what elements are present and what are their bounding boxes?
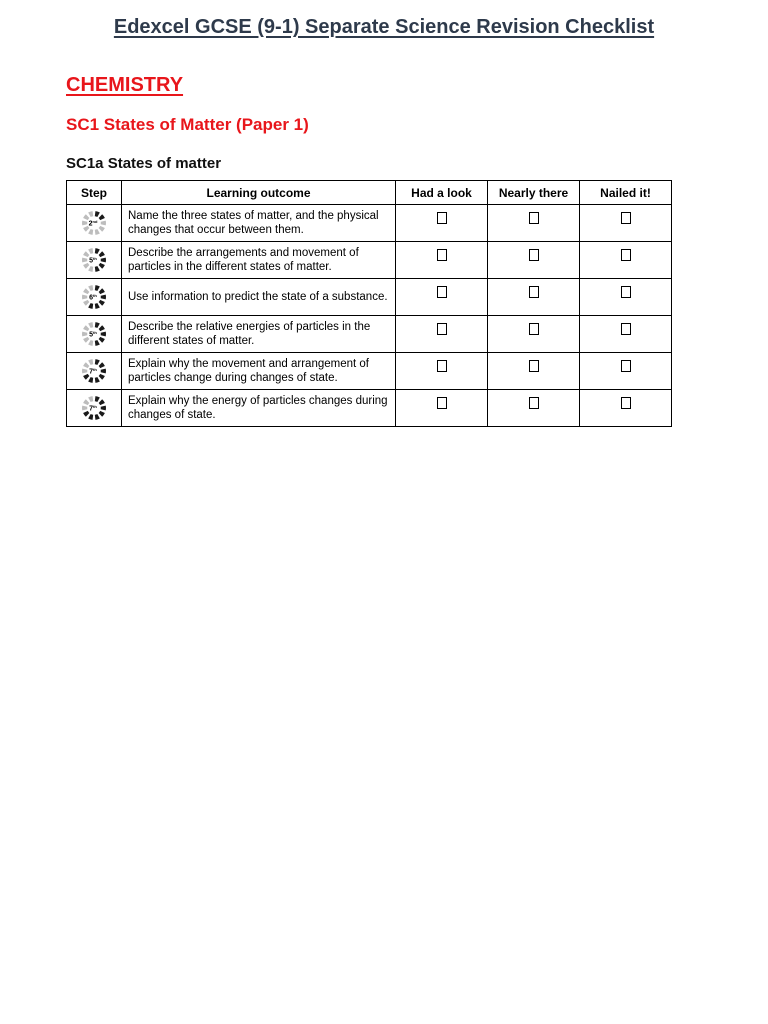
nearly-there-checkbox[interactable] (529, 249, 539, 261)
subject-heading: CHEMISTRY (66, 74, 184, 96)
nailed-it-cell (580, 205, 672, 242)
had-a-look-checkbox[interactable] (437, 360, 447, 372)
learning-outcome-text: Explain why the movement and arrangement of particles change during changes of state. (122, 353, 396, 390)
nearly-there-cell (488, 279, 580, 316)
had-a-look-checkbox[interactable] (437, 212, 447, 224)
nailed-it-checkbox[interactable] (621, 323, 631, 335)
learning-outcome-text: Describe the relative energies of particles in the different states of matter. (122, 316, 396, 353)
had-a-look-checkbox[interactable] (437, 286, 447, 298)
table-row (67, 205, 672, 242)
had-a-look-checkbox[interactable] (437, 397, 447, 409)
nearly-there-checkbox[interactable] (529, 360, 539, 372)
step-badge-icon (81, 247, 107, 273)
nailed-it-checkbox[interactable] (621, 360, 631, 372)
step-cell (67, 316, 122, 353)
had-a-look-checkbox[interactable] (437, 249, 447, 261)
nearly-there-cell (488, 390, 580, 427)
table-row (67, 353, 672, 390)
had-a-look-cell (396, 205, 488, 242)
header-nailed-it: Nailed it! (580, 181, 672, 205)
nailed-it-cell (580, 279, 672, 316)
nearly-there-checkbox[interactable] (529, 286, 539, 298)
learning-outcome-text: Use information to predict the state of a substance. (122, 279, 396, 316)
nailed-it-cell (580, 390, 672, 427)
nearly-there-cell (488, 316, 580, 353)
step-number-label: 7th (89, 404, 97, 413)
step-number-label: 6th (89, 293, 97, 302)
had-a-look-cell (396, 353, 488, 390)
nearly-there-checkbox[interactable] (529, 323, 539, 335)
header-learning-outcome: Learning outcome (122, 181, 396, 205)
table-row (67, 390, 672, 427)
table-row (67, 316, 672, 353)
step-badge-icon (81, 395, 107, 421)
nailed-it-checkbox[interactable] (621, 249, 631, 261)
topic-heading: SC1 States of Matter (Paper 1) (66, 115, 309, 134)
nailed-it-cell (580, 316, 672, 353)
step-cell (67, 353, 122, 390)
had-a-look-cell (396, 279, 488, 316)
step-cell (67, 390, 122, 427)
table-row (67, 242, 672, 279)
step-number-label: 5th (89, 330, 97, 339)
step-number-label: 5th (89, 256, 97, 265)
header-step: Step (67, 181, 122, 205)
had-a-look-checkbox[interactable] (437, 323, 447, 335)
step-cell (67, 205, 122, 242)
had-a-look-cell (396, 316, 488, 353)
had-a-look-cell (396, 242, 488, 279)
step-number-label: 7th (89, 367, 97, 376)
revision-checklist-table (66, 180, 672, 427)
step-cell (67, 242, 122, 279)
nailed-it-cell (580, 353, 672, 390)
learning-outcome-text: Describe the arrangements and movement of particles in the different states of matter. (122, 242, 396, 279)
learning-outcome-text: Explain why the energy of particles changes during changes of state. (122, 390, 396, 427)
learning-outcome-text: Name the three states of matter, and the physical changes that occur between them. (122, 205, 396, 242)
step-badge-icon (81, 210, 107, 236)
table-row (67, 279, 672, 316)
nearly-there-checkbox[interactable] (529, 397, 539, 409)
had-a-look-cell (396, 390, 488, 427)
nailed-it-checkbox[interactable] (621, 286, 631, 298)
step-badge-icon (81, 284, 107, 310)
table-header-row (67, 181, 672, 205)
document-title: Edexcel GCSE (9-1) Separate Science Revision Checklist (113, 16, 655, 38)
nailed-it-cell (580, 242, 672, 279)
step-badge-icon (81, 321, 107, 347)
nearly-there-checkbox[interactable] (529, 212, 539, 224)
header-had-a-look: Had a look (396, 181, 488, 205)
nearly-there-cell (488, 353, 580, 390)
step-number-label: 2nd (88, 219, 98, 228)
step-cell (67, 279, 122, 316)
header-nearly-there: Nearly there (488, 181, 580, 205)
nearly-there-cell (488, 205, 580, 242)
subtopic-heading: SC1a States of matter (66, 155, 222, 172)
nailed-it-checkbox[interactable] (621, 397, 631, 409)
nearly-there-cell (488, 242, 580, 279)
step-badge-icon (81, 358, 107, 384)
nailed-it-checkbox[interactable] (621, 212, 631, 224)
